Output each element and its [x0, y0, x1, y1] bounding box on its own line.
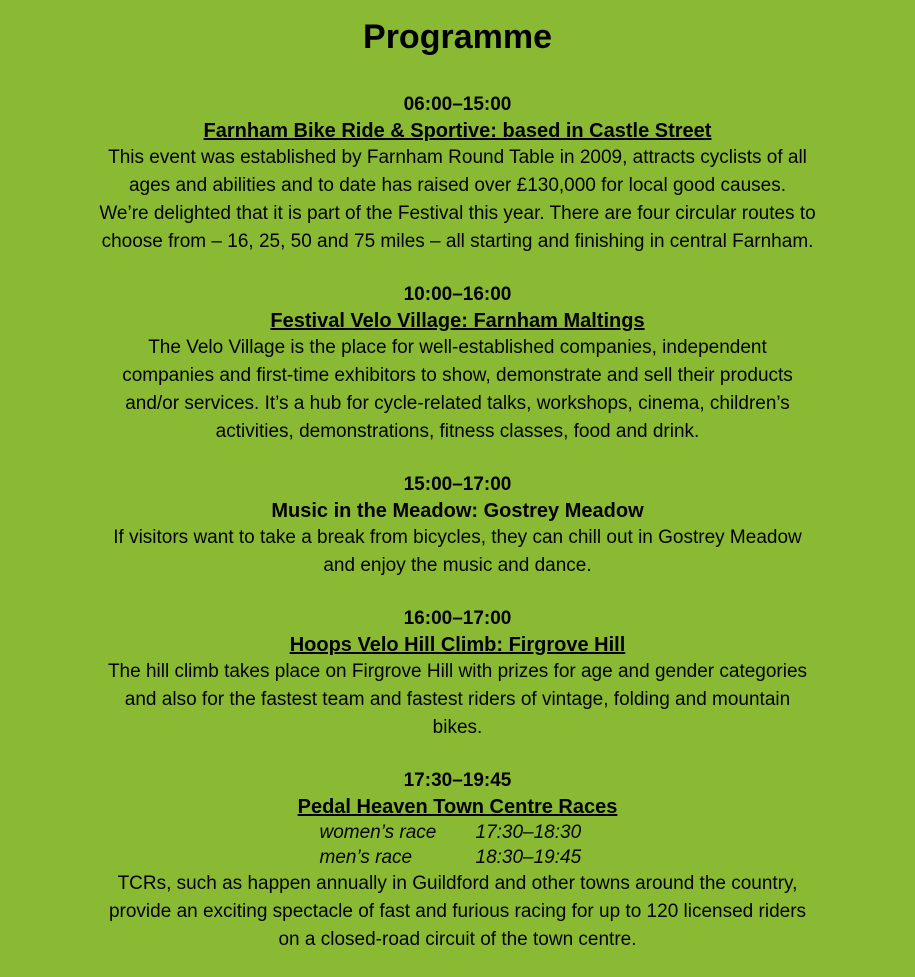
event-town-centre-races: [0, 768, 915, 954]
race-schedule-row: [0, 820, 915, 845]
event-velo-village: [0, 282, 915, 446]
description-line: The hill climb takes place on Firgrove Hill with prizes for age and gender categories: [107, 661, 808, 682]
description-line: TCRs, such as happen annually in Guildford and other towns around the country,: [117, 873, 798, 894]
description-line: bikes.: [432, 717, 483, 738]
page-title: Programme: [363, 18, 552, 56]
description-line: activities, demonstrations, fitness classes, food and drink.: [215, 421, 700, 442]
race-schedule-row: [0, 845, 915, 870]
description-line: on a closed-road circuit of the town centre.: [278, 929, 637, 950]
event-heading: Music in the Meadow: Gostrey Meadow: [271, 500, 644, 522]
event-heading-link[interactable]: Festival Velo Village: Farnham Maltings: [270, 310, 645, 332]
event-description: [0, 144, 915, 256]
description-line: and enjoy the music and dance.: [323, 555, 592, 576]
event-description: [0, 870, 915, 954]
event-description: [0, 334, 915, 446]
event-hill-climb: [0, 606, 915, 742]
description-line: We’re delighted that it is part of the Festival this year. There are four circular routes to: [99, 203, 816, 224]
event-heading-link[interactable]: Farnham Bike Ride & Sportive: based in Castle Street: [203, 120, 712, 142]
event-time: 17:30–19:45: [403, 770, 512, 791]
event-description: [0, 524, 915, 580]
description-line: choose from – 16, 25, 50 and 75 miles – all starting and finishing in central Farnham.: [101, 231, 814, 252]
race-name: men’s race: [319, 847, 413, 868]
event-time: 16:00–17:00: [403, 608, 512, 629]
description-line: This event was established by Farnham Round Table in 2009, attracts cyclists of all: [108, 147, 807, 168]
description-line: The Velo Village is the place for well-established companies, independent: [148, 337, 767, 358]
description-line: provide an exciting spectacle of fast and furious racing for up to 120 licensed riders: [108, 901, 807, 922]
event-time: 10:00–16:00: [403, 284, 512, 305]
description-line: ages and abilities and to date has raised over £130,000 for local good causes.: [128, 175, 786, 196]
description-line: If visitors want to take a break from bicycles, they can chill out in Gostrey Meadow: [113, 527, 802, 548]
event-time: 06:00–15:00: [403, 94, 512, 115]
event-heading-link[interactable]: Pedal Heaven Town Centre Races: [297, 796, 618, 818]
description-line: companies and first-time exhibitors to show, demonstrate and sell their products: [122, 365, 793, 386]
event-music-meadow: [0, 472, 915, 580]
race-time: 18:30–19:45: [475, 847, 582, 868]
event-description: [0, 658, 915, 742]
event-time: 15:00–17:00: [403, 474, 512, 495]
event-heading-link[interactable]: Hoops Velo Hill Climb: Firgrove Hill: [289, 634, 626, 656]
description-line: and also for the fastest team and fastest riders of vintage, folding and mountain: [124, 689, 791, 710]
event-bike-ride: [0, 92, 915, 256]
race-time: 17:30–18:30: [475, 822, 582, 843]
race-name: women’s race: [319, 822, 437, 843]
description-line: and/or services. It’s a hub for cycle-related talks, workshops, cinema, children’s: [125, 393, 790, 414]
